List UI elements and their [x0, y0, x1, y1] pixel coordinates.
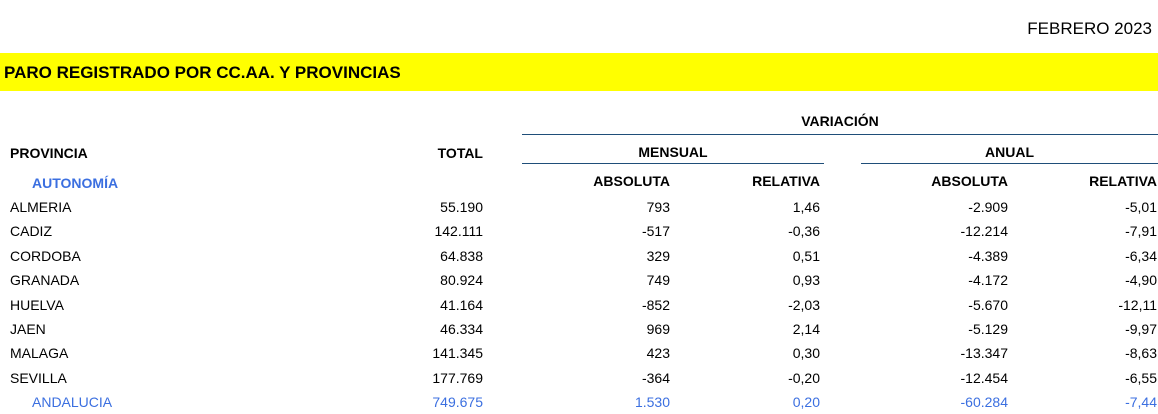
mensual-rule — [522, 163, 824, 164]
provincia-cell: HUELVA — [10, 297, 64, 313]
anual-absoluta-cell: -4.389 — [968, 248, 1008, 264]
mensual-relativa-cell: -0,36 — [788, 223, 820, 239]
mensual-relativa-cell: 1,46 — [792, 199, 820, 215]
mensual-absoluta-cell: 1.530 — [634, 394, 670, 410]
mensual-absoluta-cell: -364 — [641, 370, 670, 386]
total-cell: 46.334 — [440, 321, 483, 337]
mensual-absoluta-cell: 969 — [646, 321, 670, 337]
mensual-absoluta-cell: 749 — [646, 272, 670, 288]
total-cell: 55.190 — [440, 199, 483, 215]
anual-relativa-cell: -4,90 — [1125, 272, 1157, 288]
mensual-header: MENSUAL — [638, 144, 708, 160]
provincia-cell: ALMERIA — [10, 199, 72, 215]
autonomia-header: AUTONOMÍA — [32, 175, 119, 191]
total-cell: 141.345 — [432, 345, 483, 361]
anual-absoluta-cell: -4.172 — [968, 272, 1008, 288]
total-cell: 177.769 — [432, 370, 483, 386]
anual-relativa-header: RELATIVA — [1089, 173, 1157, 189]
total-header: TOTAL — [437, 145, 483, 161]
anual-rule — [861, 163, 1158, 164]
mensual-absoluta-cell: -852 — [641, 297, 670, 313]
anual-absoluta-cell: -2.909 — [968, 199, 1008, 215]
mensual-relativa-cell: 0,20 — [792, 394, 820, 410]
provincia-cell: JAEN — [10, 321, 46, 337]
provincia-cell: ANDALUCIA — [32, 394, 113, 410]
provincia-cell: CORDOBA — [10, 248, 81, 264]
mensual-relativa-cell: -2,03 — [788, 297, 820, 313]
provincia-header: PROVINCIA — [10, 145, 88, 161]
report-title: PARO REGISTRADO POR CC.AA. Y PROVINCIAS — [4, 63, 401, 82]
anual-relativa-cell: -9,97 — [1125, 321, 1157, 337]
report-date: FEBRERO 2023 — [1027, 19, 1152, 38]
mensual-relativa-cell: 2,14 — [792, 321, 820, 337]
anual-relativa-cell: -6,55 — [1125, 370, 1157, 386]
total-cell: 80.924 — [440, 272, 483, 288]
anual-absoluta-cell: -60.284 — [960, 394, 1008, 410]
total-cell: 142.111 — [434, 223, 483, 239]
anual-absoluta-cell: -13.347 — [960, 345, 1008, 361]
provincia-cell: MALAGA — [10, 345, 69, 361]
total-cell: 749.675 — [432, 394, 483, 410]
total-cell: 64.838 — [440, 248, 483, 264]
mensual-relativa-cell: 0,93 — [792, 272, 820, 288]
mensual-absoluta-cell: 329 — [646, 248, 670, 264]
anual-header: ANUAL — [985, 144, 1034, 160]
provincia-cell: GRANADA — [10, 272, 80, 288]
variacion-header: VARIACIÓN — [801, 113, 879, 129]
mensual-absoluta-header: ABSOLUTA — [593, 173, 670, 189]
mensual-absoluta-cell: 423 — [646, 345, 670, 361]
provincia-cell: SEVILLA — [10, 370, 67, 386]
mensual-relativa-cell: 0,51 — [792, 248, 820, 264]
mensual-absoluta-cell: -517 — [641, 223, 670, 239]
anual-absoluta-cell: -5.129 — [968, 321, 1008, 337]
anual-relativa-cell: -7,44 — [1125, 394, 1157, 410]
variacion-rule — [522, 134, 1158, 135]
mensual-absoluta-cell: 793 — [646, 199, 670, 215]
anual-relativa-cell: -7,91 — [1125, 223, 1157, 239]
anual-relativa-cell: -12,11 — [1118, 297, 1157, 313]
mensual-relativa-cell: -0,20 — [788, 370, 820, 386]
mensual-relativa-cell: 0,30 — [792, 345, 820, 361]
anual-relativa-cell: -6,34 — [1125, 248, 1157, 264]
anual-absoluta-cell: -12.214 — [960, 223, 1008, 239]
title-banner — [0, 53, 1158, 91]
anual-relativa-cell: -5,01 — [1125, 199, 1157, 215]
mensual-relativa-header: RELATIVA — [752, 173, 820, 189]
provincia-cell: CADIZ — [10, 223, 52, 239]
anual-absoluta-cell: -12.454 — [960, 370, 1008, 386]
anual-absoluta-header: ABSOLUTA — [931, 173, 1008, 189]
total-cell: 41.164 — [440, 297, 483, 313]
anual-absoluta-cell: -5.670 — [968, 297, 1008, 313]
anual-relativa-cell: -8,63 — [1125, 345, 1157, 361]
